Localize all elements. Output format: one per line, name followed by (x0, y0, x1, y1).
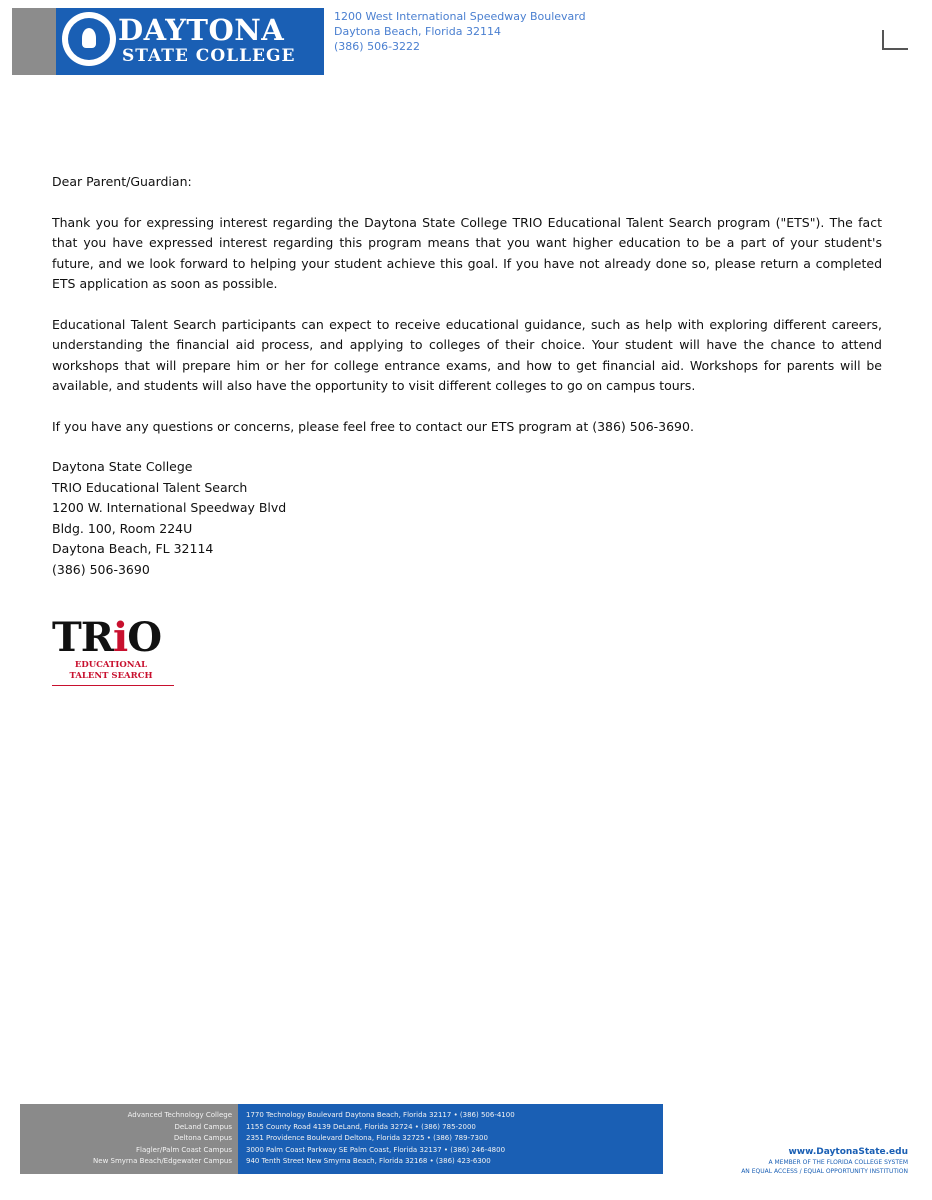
campus-name-list (93, 1110, 232, 1168)
trio-logo-rule (52, 685, 174, 686)
address-line: Daytona Beach, Florida 32114 (334, 25, 501, 38)
campus-name: Advanced Technology College (127, 1111, 232, 1119)
closing-line: Daytona State College (52, 459, 193, 474)
trio-title-part: TR (52, 614, 114, 661)
paragraph-thank-you: Thank you for expressing interest regarding the Daytona State College TRIO Educational Talent Search program ("ETS"). The fact that you have expressed interest regarding this program means that you want higher education to be a part of your student's future, and we look forward to helping your student achieve this goal. If you have not already done so, please return a completed ETS application as soon as possible. (52, 214, 882, 291)
campus-name: Deltona Campus (173, 1134, 232, 1142)
campus-address: 1155 County Road 4139 DeLand, Florida 32724 • (386) 785-2000 (246, 1122, 476, 1131)
footer-campus-names (20, 1104, 238, 1174)
closing-line: Daytona Beach, FL 32114 (52, 541, 214, 556)
paragraph-contact: If you have any questions or concerns, please feel free to contact our ETS program at (386) 506-3690. (52, 418, 694, 434)
equal-opportunity-note: AN EQUAL ACCESS / EQUAL OPPORTUNITY INSTITUTION (741, 1168, 908, 1175)
website-link[interactable]: www.DaytonaState.edu (788, 1147, 908, 1157)
trio-logo (52, 616, 182, 696)
college-name: DAYTONA (118, 13, 285, 47)
address-line: 1200 West International Speedway Boulevard (334, 10, 586, 23)
letterhead-address (334, 9, 586, 54)
footer-campus-addresses (238, 1104, 663, 1174)
trio-title-part: O (127, 614, 162, 661)
closing-line: 1200 W. International Speedway Blvd (52, 500, 287, 515)
seal-emblem (68, 18, 110, 60)
closing-line: TRIO Educational Talent Search (52, 479, 248, 495)
trio-logo-title (52, 616, 182, 660)
campus-address: 940 Tenth Street New Smyrna Beach, Florida 32168 • (386) 423-6300 (246, 1157, 491, 1165)
address-line: (386) 506-3222 (334, 40, 421, 53)
footer-website-block (688, 1146, 908, 1176)
trio-logo-line2: TALENT SEARCH (69, 671, 153, 681)
salutation: Dear Parent/Guardian: (52, 174, 192, 189)
campus-address: 2351 Providence Boulevard Deltona, Florida 32725 • (386) 789-7300 (246, 1134, 488, 1142)
trio-title-i: i (113, 614, 128, 661)
campus-address-list (246, 1110, 515, 1168)
college-subtitle: STATE COLLEGE (122, 46, 296, 66)
campus-name: New Smyrna Beach/Edgewater Campus (93, 1157, 232, 1165)
campus-name: DeLand Campus (174, 1122, 232, 1131)
campus-address: 1770 Technology Boulevard Daytona Beach, Florida 32117 • (386) 506-4100 (246, 1111, 515, 1119)
college-seal-icon (62, 12, 116, 66)
letter-body (52, 172, 882, 580)
closing-block (52, 457, 882, 580)
membership-note: A MEMBER OF THE FLORIDA COLLEGE SYSTEM (768, 1159, 908, 1166)
closing-line: (386) 506-3690 (52, 561, 150, 577)
campus-name: Flagler/Palm Coast Campus (136, 1145, 232, 1154)
closing-line: Bldg. 100, Room 224U (52, 520, 193, 536)
corner-crop-mark (882, 30, 908, 50)
trio-logo-line1: EDUCATIONAL (74, 660, 148, 670)
campus-address: 3000 Palm Coast Parkway SE Palm Coast, Florida 32137 • (386) 246-4800 (246, 1145, 506, 1154)
paragraph-participants: Educational Talent Search participants can expect to receive educational guidance, such as help with exploring different careers, understanding the financial aid process, and applying to colleges of their choice. Your student will have the chance to attend workshops that will prepare him or her for college entrance exams, and how to get financial aid. Workshops for parents will be available, and students will also have the opportunity to visit different colleges to go on campus tours. (52, 316, 882, 393)
